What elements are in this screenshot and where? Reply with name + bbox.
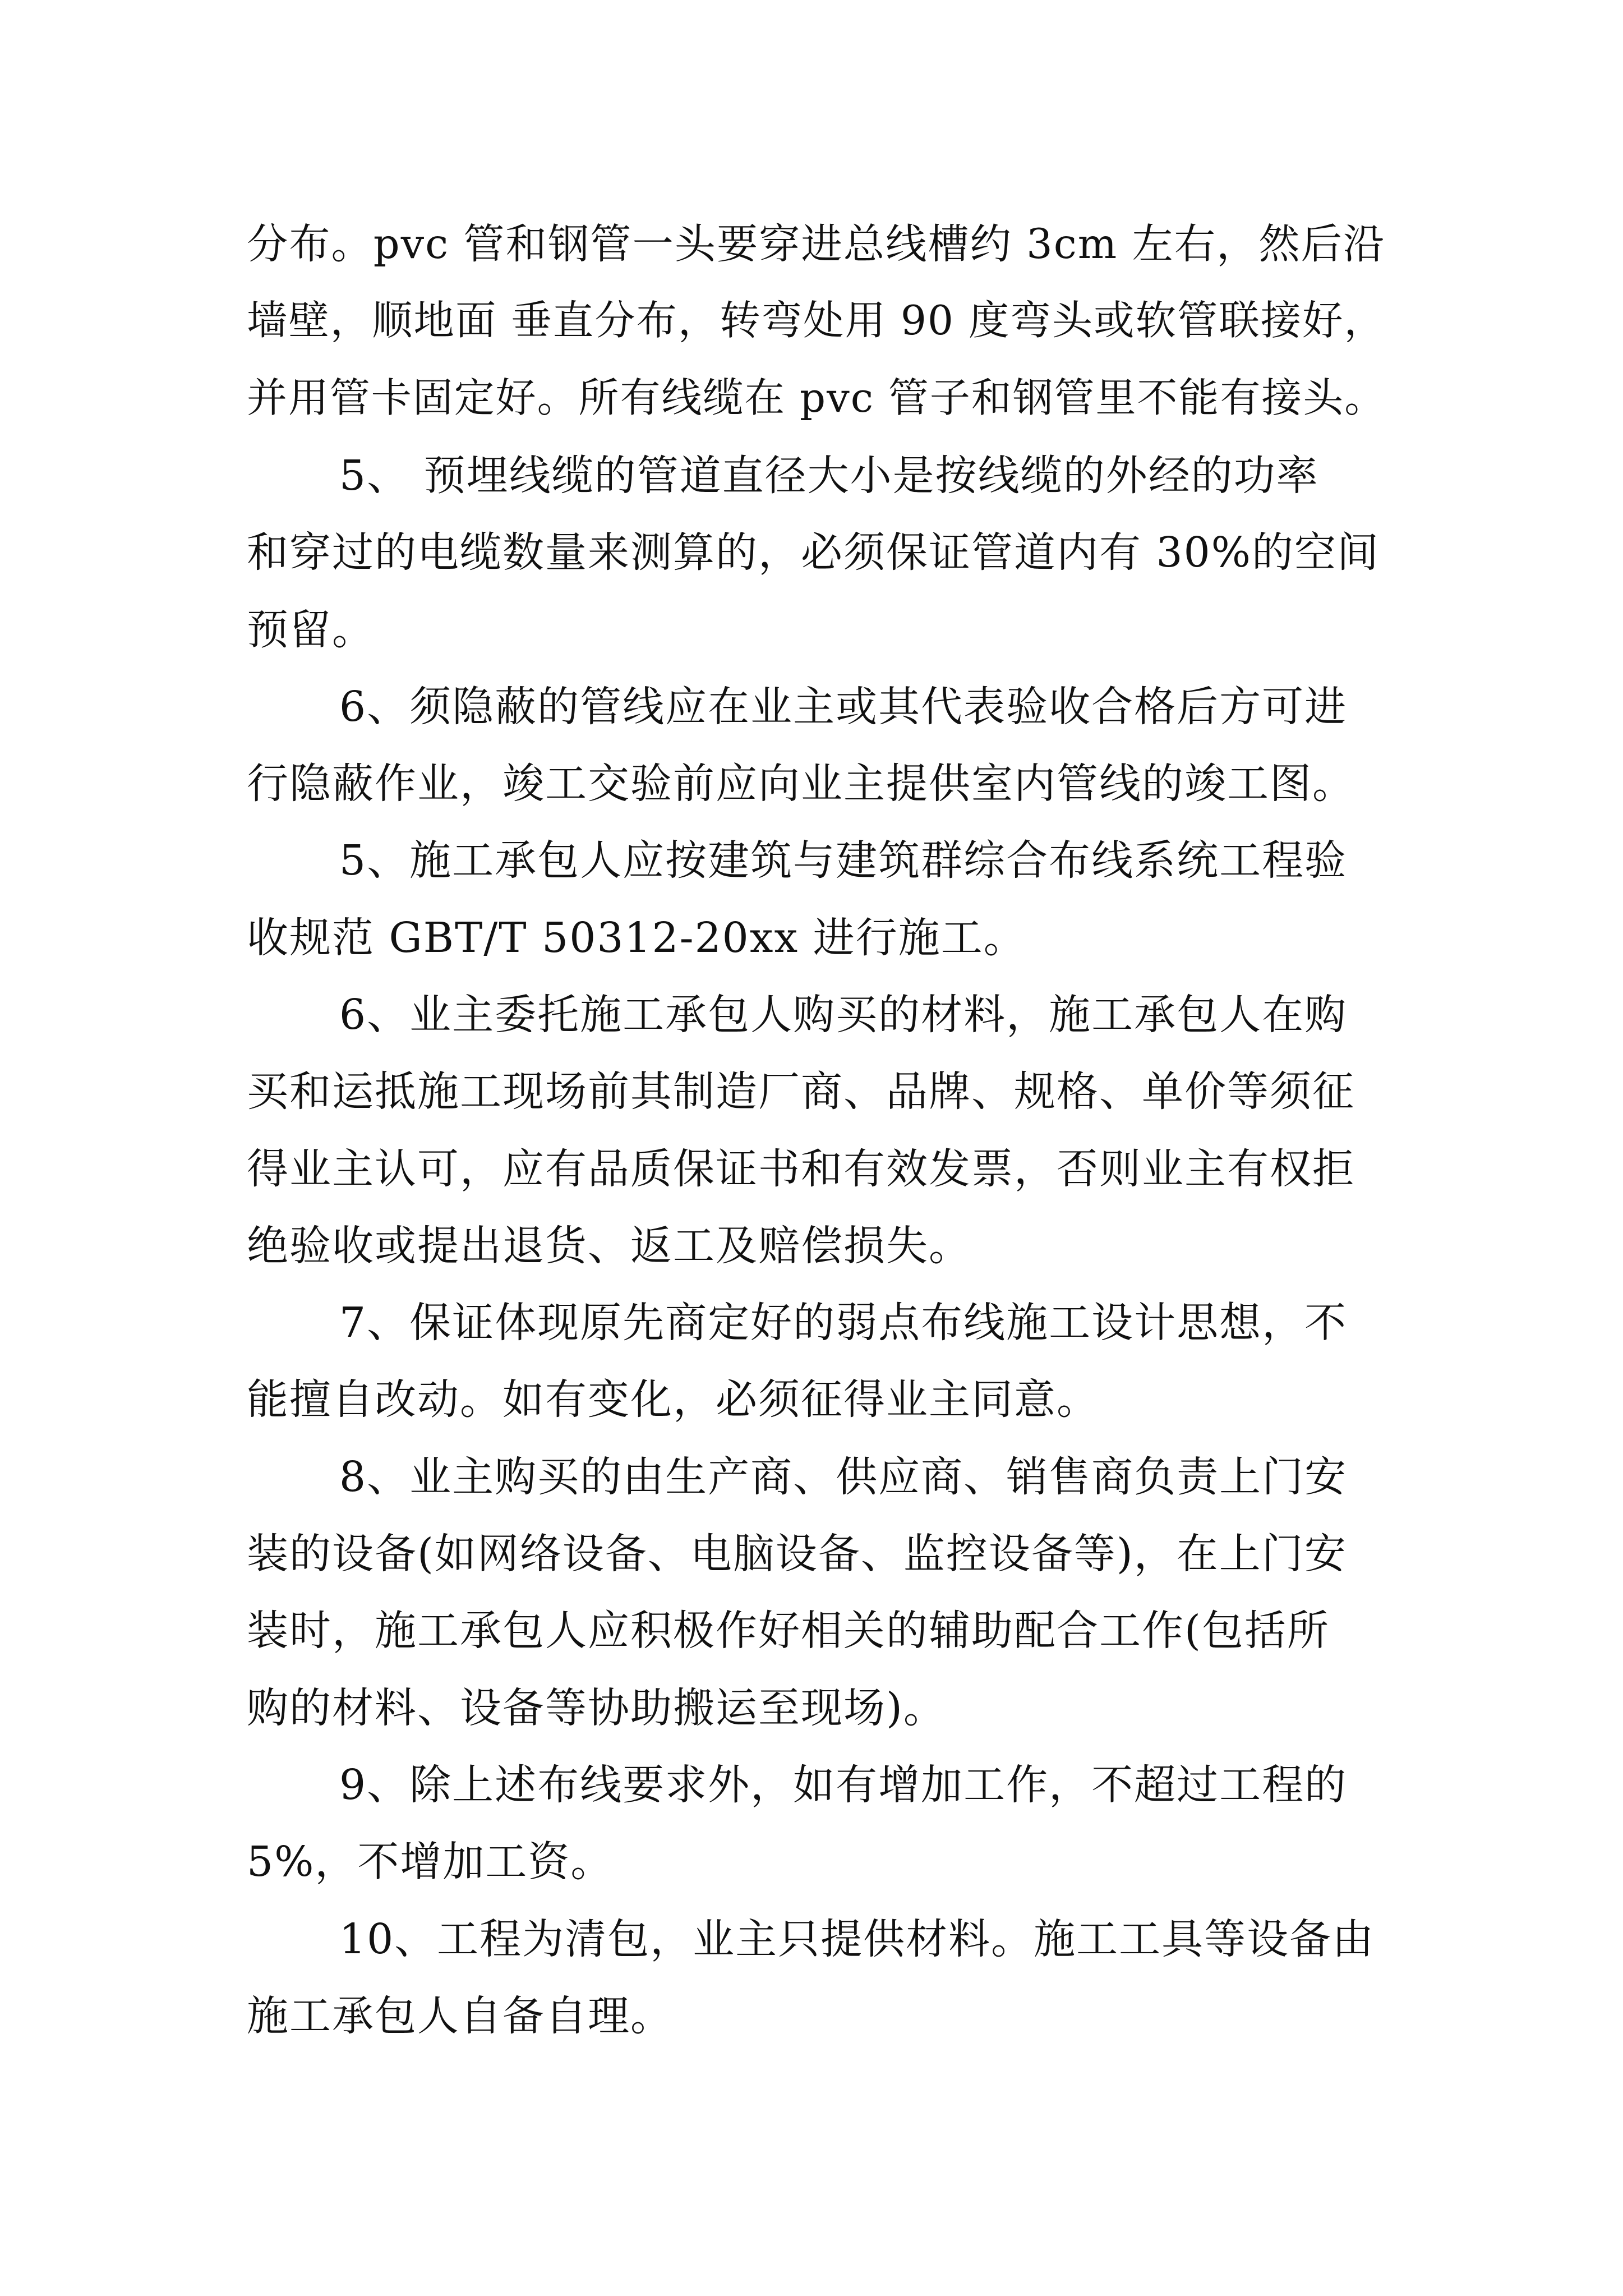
text-line: 8、业主购买的由生产商、供应商、销售商负责上门安	[339, 1453, 1348, 1501]
text-line: 能擅自改动。如有变化，必须征得业主同意。	[247, 1375, 1099, 1424]
text-line: 5、 预埋线缆的管道直径大小是按线缆的外经的功率	[339, 452, 1319, 500]
text-line: 6、须隐蔽的管线应在业主或其代表验收合格后方可进	[339, 683, 1348, 731]
text-line: 9、除上述布线要求外，如有增加工作，不超过工程的	[339, 1761, 1348, 1809]
text-line: 行隐蔽作业，竣工交验前应向业主提供室内管线的竣工图。	[247, 760, 1355, 808]
text-line: 得业主认可，应有品质保证书和有效发票，否则业主有权拒	[247, 1145, 1355, 1193]
text-line: 5%，不增加工资。	[247, 1838, 614, 1886]
text-line: 5、施工承包人应按建筑与建筑群综合布线系统工程验	[339, 836, 1348, 885]
text-line: 施工承包人自备自理。	[247, 1992, 673, 2040]
text-line: 绝验收或提出退货、返工及赔偿损失。	[247, 1222, 971, 1270]
text-line: 10、工程为清包，业主只提供材料。施工工具等设备由	[339, 1915, 1375, 1963]
text-line: 墙壁，顺地面 垂直分布，转弯处用 90 度弯头或软管联接好，	[247, 297, 1386, 344]
text-line: 购的材料、设备等协助搬运至现场)。	[247, 1684, 946, 1732]
text-line: 7、保证体现原先商定好的弱点布线施工设计思想，不	[339, 1299, 1348, 1347]
text-line: 和穿过的电缆数量来测算的，必须保证管道内有 30%的空间	[247, 528, 1380, 577]
text-line: 装的设备(如网络设备、电脑设备、监控设备等)，在上门安	[247, 1530, 1347, 1578]
text-line: 6、业主委托施工承包人购买的材料，施工承包人在购	[339, 991, 1348, 1039]
text-line: 买和运抵施工现场前其制造厂商、品牌、规格、单价等须征	[247, 1068, 1355, 1116]
text-line: 装时，施工承包人应积极作好相关的辅助配合工作(包括所	[247, 1607, 1330, 1655]
text-line: 并用管卡固定好。所有线缆在 pvc 管子和钢管里不能有接头。	[247, 374, 1386, 421]
text-line: 分布。pvc 管和钢管一头要穿进总线槽约 3cm 左右，然后沿	[247, 220, 1386, 268]
text-line: 收规范 GBT/T 50312-20xx 进行施工。	[247, 914, 1026, 962]
text-line: 预留。	[247, 606, 375, 654]
